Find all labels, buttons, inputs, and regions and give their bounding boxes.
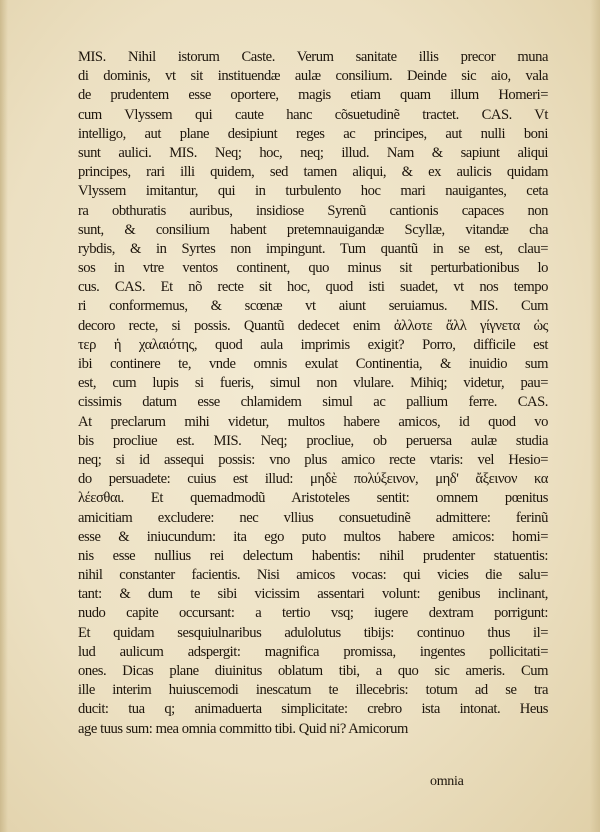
text-line: ducit: tua q; animaduerta simplicitate: crebro ista intonat. Heus <box>78 701 548 718</box>
text-line: decoro recte, si possis. Quantũ dedecet enim ἀλλοτε ἄλλ γίγνετα ὡς <box>78 317 548 334</box>
text-line: do persuadete: cuius est illud: μηδὲ πολύξεινον, μηδ' ἄξεινον κα <box>78 471 548 488</box>
text-line: di dominis, vt sit instituendæ aulæ consilium. Deinde sic aio, vala <box>78 68 548 85</box>
text-line: ibi continere te, vnde omnis exulat Continentia, & inuidio sum <box>78 356 548 372</box>
text-line: sunt, & consilium habent pretemnauigandæ Scyllæ, vitandæ cha <box>78 221 548 238</box>
text-line: nis esse nullius rei delectum habentis: nihil prudenter statuentis: <box>78 547 548 564</box>
text-line: est, cum lupis si fueris, simul non vlulare. Mihiq; videtur, pau= <box>78 375 548 392</box>
text-line: lud aulicum adspergit: magnifica promissa, ingentes pollicitati= <box>78 643 548 660</box>
text-block <box>78 48 548 739</box>
catchword: omnia <box>430 774 464 789</box>
text-line: MIS. Nihil istorum Caste. Verum sanitate illis precor muna <box>78 49 548 65</box>
text-line: tant: & dum te sibi vicissim assentari volunt: genibus inclinant, <box>78 586 548 603</box>
text-line: nihil constanter facientis. Nisi amicos vocas: qui vicies die salu= <box>78 567 548 584</box>
text-line: Vlyssem imitantur, qui in turbulento hoc mari nauigantes, ceta <box>78 183 548 200</box>
text-line: λέεσθαι. Et quemadmodũ Aristoteles sentit: omnem pœnitus <box>78 490 548 507</box>
text-line: amicitiam excludere: nec vllius consuetudinẽ admittere: ferinũ <box>78 509 548 526</box>
text-line: cum Vlyssem qui caute hanc cõsuetudinẽ tractet. CAS. Vt <box>78 106 548 123</box>
text-line: bis procliue est. MIS. Neq; procliue, ob peruersa aulæ studia <box>78 432 548 449</box>
text-line: principes, rari illi quidem, sed tamen aliqui, & ex aulicis quidam <box>78 164 548 181</box>
text-line: de prudentem esse oportere, magis etiam quam illum Homeri= <box>78 87 548 104</box>
text-line: esse & iniucundum: ita ego puto multos habere amicos: homi= <box>78 528 548 545</box>
text-line: nudo capite occursant: a tertio vsq; iugere dextram porrigunt: <box>78 605 548 622</box>
text-line: ra obthuratis auribus, insidiose Syrenũ cantionis capaces non <box>78 202 548 219</box>
text-line: cissimis datum esse chlamidem simul ac pallium ferre. CAS. <box>78 394 548 411</box>
text-line: ones. Dicas plane diuinitus oblatum tibi, a quo sic ameris. Cum <box>78 663 548 679</box>
text-line: age tuus sum: mea omnia committo tibi. Quid ni? Amicorum <box>78 720 408 737</box>
text-line: cus. CAS. Et nõ recte sit hoc, quod isti suadet, vt nos tempo <box>78 279 548 296</box>
text-line: τερ ἡ χαλαιότης, quod aula imprimis exigit? Porro, difficile est <box>78 336 548 353</box>
text-line: intelligo, aut plane desipiunt reges ac principes, aut nulli boni <box>78 125 548 142</box>
page-edge-shadow-left <box>0 0 8 832</box>
text-line: At preclarum mihi videtur, multos habere amicos, id quod vo <box>78 413 548 430</box>
text-line: Et quidam sesquiulnaribus adulolutus tibijs: continuo thus il= <box>78 624 548 641</box>
text-line: sunt aulici. MIS. Neq; hoc, neq; illud. Nam & sapiunt aliqui <box>78 144 548 161</box>
text-line: rybdis, & in Syrtes non impingunt. Tum quantũ in se est, clau= <box>78 240 548 257</box>
page-edge-shadow-right <box>590 0 600 832</box>
text-line: ri conformemus, & scœnæ vt aiunt seruiamus. MIS. Cum <box>78 298 548 315</box>
text-line: neq; si id assequi possis: vno plus amico recte vtaris: vel Hesio= <box>78 451 548 468</box>
text-line: sos in vtre ventos continent, quo minus sit perturbationibus lo <box>78 260 548 277</box>
text-line: ille interim huiuscemodi inescatum te illecebris: totum ad se tra <box>78 682 548 699</box>
